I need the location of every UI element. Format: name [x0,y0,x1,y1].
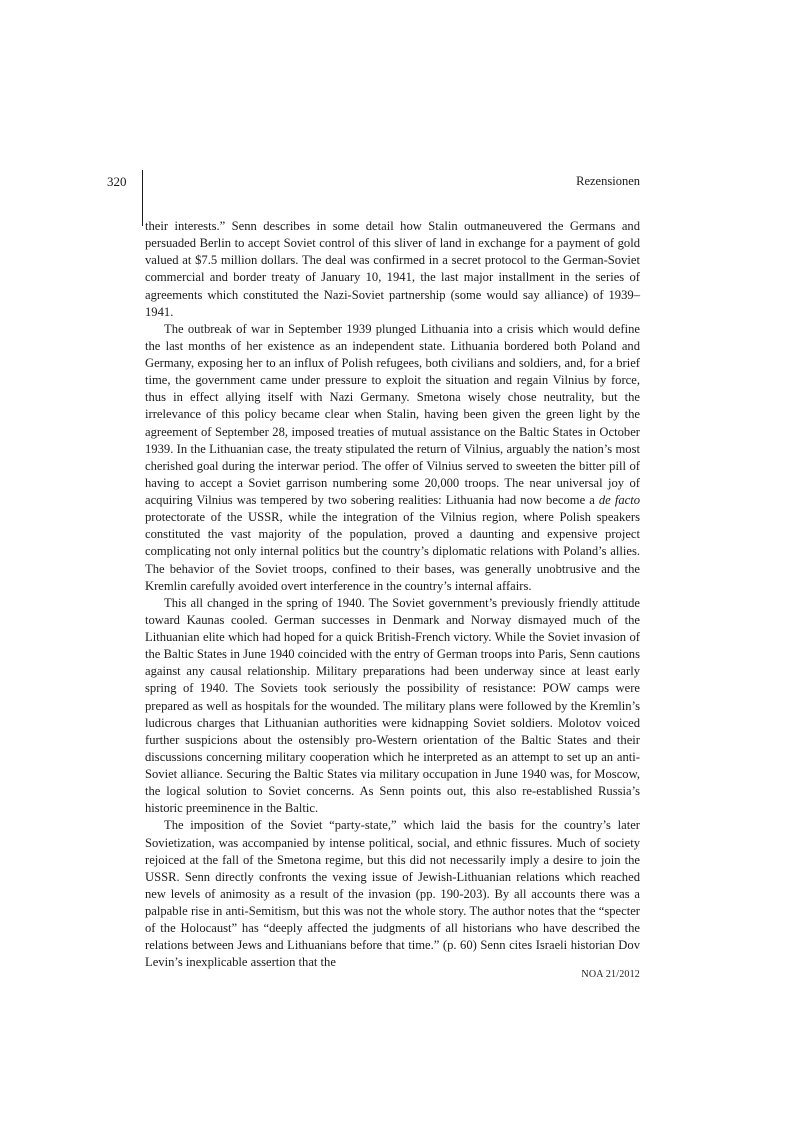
text-segment: protectorate of the USSR, while the integration of the Vilnius region, where Polish speakers constituted the vast majority of the population, proved a daunting and expensive project complicating not only internal politics but the country’s diplomatic relations with Poland’s allies. The behavior of the Soviet troops, confined to their bases, was generally unobtrusive and the Kremlin carefully avoided overt interference in the country’s internal affairs. [145,510,640,593]
paragraph [145,218,640,321]
text-segment: their interests.” Senn describes in some detail how Stalin outmaneuvered the Germans and persuaded Berlin to accept Soviet control of this sliver of land in exchange for a payment of gold valued at $7.5 million dollars. The deal was confirmed in a secret protocol to the German-Soviet commercial and border treaty of January 10, 1941, the last major installment in the series of agreements which constituted the Nazi-Soviet partnership (some would say alliance) of 1939–1941. [145,219,640,319]
paragraph [145,321,640,595]
text-segment: The imposition of the Soviet “party-state,” which laid the basis for the country’s later Sovietization, was accompanied by intense political, social, and ethnic fissures. Much of society rejoiced at the fall of the Smetona regime, but this did not necessarily imply a desire to join the USSR. Senn directly confronts the vexing issue of Jewish-Lithuanian relations which reached new levels of animosity as a result of the invasion (pp. 190-203). By all accounts there was a palpable rise in anti-Semitism, but this was not the whole story. The author notes that the “specter of the Holocaust” has “deeply affected the judgments of all historians who have described the relations between Jews and Lithuanians before that time.” (p. 60) Senn cites Israeli historian Dov Levin’s inexplicable assertion that the [145,818,640,970]
text-segment: This all changed in the spring of 1940. The Soviet government’s previously friendly attitude toward Kaunas cooled. German successes in Denmark and Norway dismayed much of the Lithuanian elite which had hoped for a quick British-French victory. While the Soviet invasion of the Baltic States in June 1940 coincided with the entry of German troops into Paris, Senn cautions against any causal relationship. Military preparations had been underway since at least early spring of 1940. The Soviets took seriously the possibility of resistance: POW camps were prepared as well as hospitals for the wounded. The military plans were followed by the Kremlin’s ludicrous charges that Lithuanian authorities were kidnapping Soviet soldiers. Molotov voiced further suspicions about the ostensibly pro-Western orientation of the Baltic States and their discussions concerning military cooperation which he interpreted as an attempt to set up an anti-Soviet alliance. Securing the Baltic States via military occupation in June 1940 was, for Moscow, the logical solution to Soviet concerns. As Senn points out, this also re-established Russia’s historic preeminence in the Baltic. [145,595,640,816]
running-head: Rezensionen [576,174,640,188]
italic-text-segment: de facto [598,493,640,507]
paragraph [145,595,640,818]
header-divider [142,170,143,226]
page-number: 320 [107,174,127,189]
text-segment: The outbreak of war in September 1939 plunged Lithuania into a crisis which would define the last months of her existence as an independent state. Lithuania bordered both Poland and Germany, exposing her to an influx of Polish refugees, both civilians and soldiers, and, for a brief time, the government came under pressure to exploit the situation and regain Vilnius by force, thus in effect allying itself with Nazi Germany. Smetona wisely chose neutrality, but the irrelevance of this policy became clear when Stalin, having been given the green light by the agreement of September 28, imposed treaties of mutual assistance on the Baltic States in October 1939. In the Lithuanian case, the treaty stipulated the return of Vilnius, arguably the nation’s most cherished goal during the interwar period. The offer of Vilnius served to sweeten the bitter pill of having to accept a Soviet garrison numbering some 20,000 troops. The near universal joy of acquiring Vilnius was tempered by two sobering realities: Lithuania had now become a [145,321,640,507]
footer-issue-label: NOA 21/2012 [581,969,640,980]
paragraph [145,817,640,971]
body-text [145,218,640,972]
